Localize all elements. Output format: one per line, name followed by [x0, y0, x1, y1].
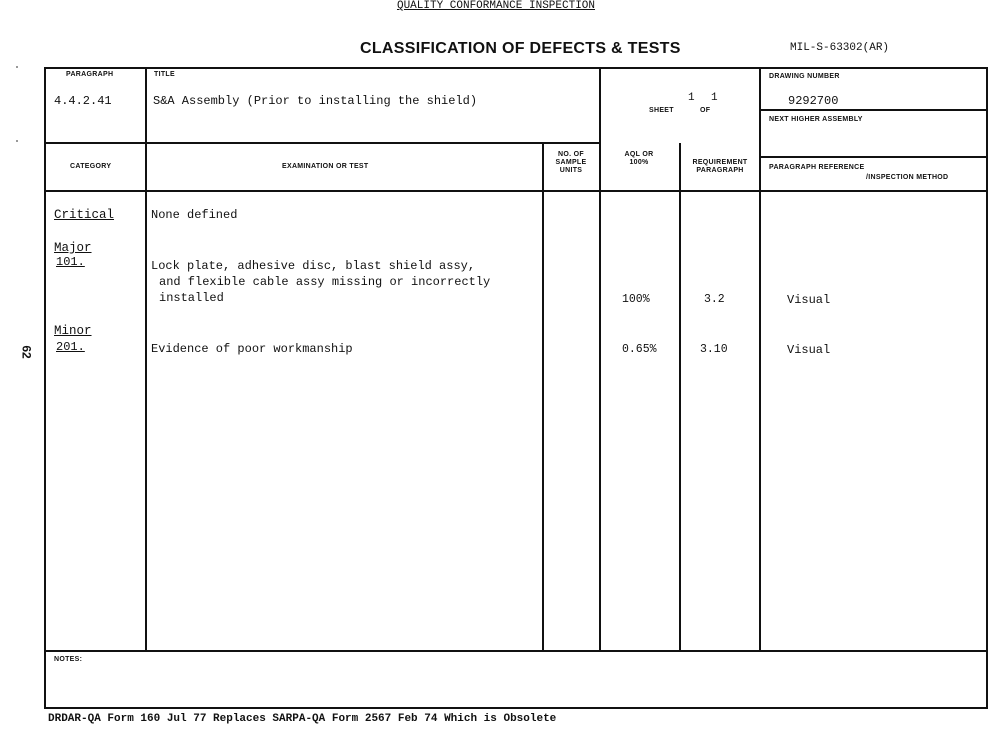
col-rule — [599, 69, 601, 651]
sheet-value: 1 — [688, 92, 695, 104]
minor-requirement: 3.10 — [700, 343, 728, 356]
row-rule — [759, 156, 988, 158]
col-header-exam-test: EXAMINATION OR TEST — [282, 163, 369, 170]
label-paragraph: PARAGRAPH — [66, 71, 114, 78]
top-title: QUALITY CONFORMANCE INSPECTION — [396, 0, 596, 12]
category-minor: Minor — [54, 324, 92, 338]
major-description-line3: installed — [159, 291, 224, 305]
major-requirement: 3.2 — [704, 293, 725, 306]
row-rule — [759, 109, 988, 111]
minor-description: Evidence of poor workmanship — [151, 342, 353, 356]
main-title: CLASSIFICATION OF DEFECTS & TESTS — [360, 40, 681, 57]
inspection-form — [44, 67, 988, 709]
label-next-higher-assembly: NEXT HIGHER ASSEMBLY — [769, 116, 863, 123]
drawing-number-value: 9292700 — [788, 94, 839, 108]
side-page-number: 62 — [19, 345, 34, 359]
label-title: TITLE — [154, 71, 175, 78]
margin-mark — [16, 66, 18, 68]
minor-aql: 0.65% — [622, 343, 657, 356]
major-description-line2: and flexible cable assy missing or incorrectly — [159, 275, 491, 289]
col-rule — [542, 143, 544, 651]
major-description-line1: Lock plate, adhesive disc, blast shield assy, — [151, 259, 476, 273]
major-code: 101. — [56, 255, 85, 269]
label-sheet: SHEET — [649, 107, 674, 114]
margin-mark — [16, 140, 18, 142]
row-rule — [46, 650, 988, 652]
category-major: Major — [54, 241, 92, 255]
spec-number: MIL-S-63302(AR) — [790, 42, 890, 54]
minor-code: 201. — [56, 340, 85, 354]
minor-method: Visual — [787, 343, 831, 357]
col-header-req-paragraph: REQUIREMENT PARAGRAPH — [692, 159, 748, 174]
col-header-inspection-method: /INSPECTION METHOD — [866, 174, 949, 181]
col-header-category: CATEGORY — [70, 163, 112, 170]
row-rule — [46, 142, 599, 144]
col-rule — [145, 69, 147, 651]
label-notes: NOTES: — [54, 656, 83, 663]
row-rule — [46, 190, 988, 192]
paragraph-value: 4.4.2.41 — [54, 94, 112, 108]
col-header-sample-units: NO. OF SAMPLE UNITS — [555, 151, 587, 174]
label-drawing-number: DRAWING NUMBER — [769, 73, 840, 80]
title-value: S&A Assembly (Prior to installing the shield) — [153, 94, 478, 108]
category-critical: Critical — [54, 208, 115, 222]
critical-description: None defined — [151, 208, 238, 222]
form-footer: DRDAR-QA Form 160 Jul 77 Replaces SARPA-QA Form 2567 Feb 74 Which is Obsolete — [48, 713, 557, 725]
sheet-total-value: 1 — [711, 92, 718, 104]
major-method: Visual — [787, 293, 831, 307]
col-header-para-ref: PARAGRAPH REFERENCE — [769, 164, 865, 171]
col-header-aql: AQL OR 100% — [624, 151, 654, 166]
major-aql: 100% — [622, 293, 650, 306]
col-rule — [679, 143, 681, 651]
label-of: OF — [700, 107, 711, 114]
